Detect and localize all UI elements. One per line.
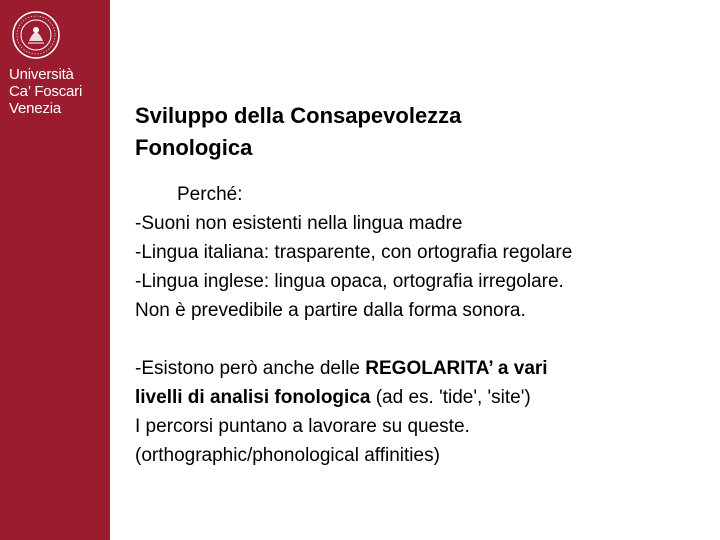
bullet-line-analysis: [135, 383, 705, 412]
bullet-text: (ad es. 'tide', 'site'): [370, 387, 531, 408]
bullet-line: -Lingua italiana: trasparente, con ortografia regolare: [135, 242, 573, 263]
bullet-line-regularities: [135, 354, 705, 383]
logo-line-3: Venezia: [9, 100, 61, 117]
body-line: I percorsi puntano a lavorare su queste.: [135, 416, 470, 437]
paragraph-spacer: [135, 325, 705, 354]
slide-body: [135, 180, 705, 470]
brand-sidebar: [0, 0, 110, 540]
bullet-continuation: Non è prevedibile a partire dalla forma sonora.: [135, 300, 526, 321]
bullet-line: -Lingua inglese: lingua opaca, ortografia irregolare.: [135, 271, 564, 292]
logo-line-2: Ca’ Foscari: [9, 83, 83, 100]
bullet-text: -Esistono però anche delle: [135, 358, 366, 379]
title-line-2: Fonologica: [135, 135, 253, 160]
title-line-1: Sviluppo della Consapevolezza: [135, 103, 462, 128]
university-seal-icon: [11, 10, 61, 60]
why-heading: Perché:: [177, 184, 243, 205]
body-line: (orthographic/phonological affinities): [135, 445, 440, 466]
bullet-bold-text: livelli di analisi fonologica: [135, 387, 371, 408]
logo-line-1: Università: [9, 66, 74, 83]
bullet-bold-text: REGOLARITA’ a vari: [365, 358, 548, 379]
university-logo-text: [9, 66, 109, 117]
slide-title: [135, 100, 695, 164]
bullet-line: -Suoni non esistenti nella lingua madre: [135, 213, 463, 234]
